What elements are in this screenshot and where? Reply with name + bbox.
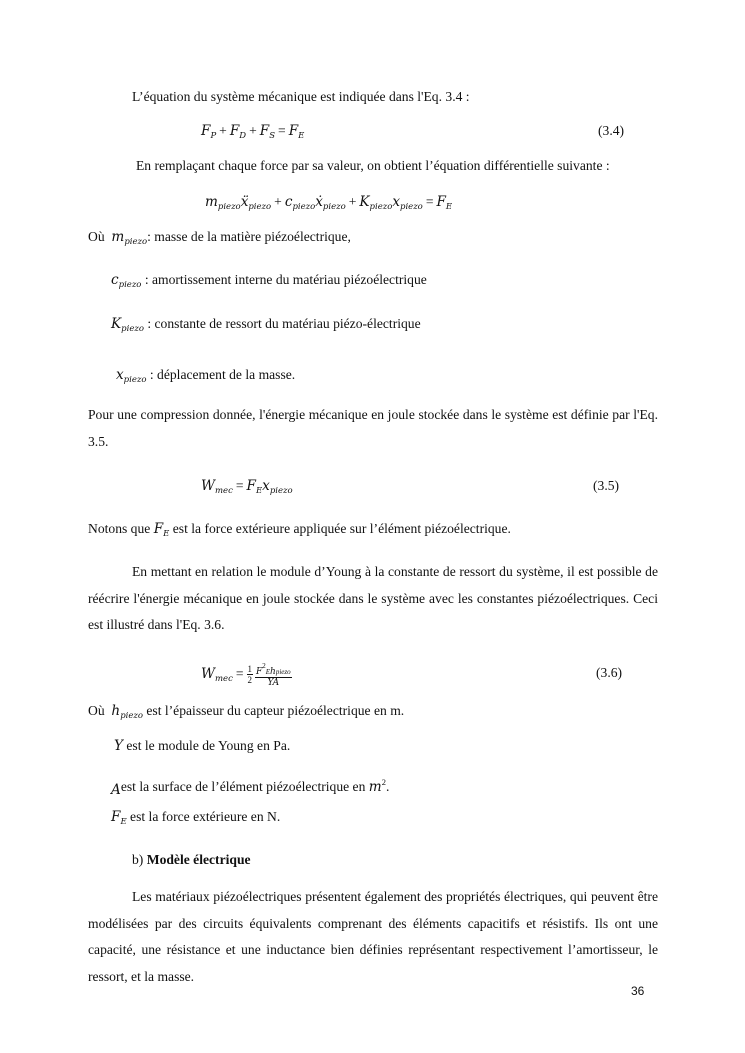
- definition-c-piezo: $c_{piezo}$ : amortissement interne du matériau piézoélectrique: [111, 272, 427, 290]
- equation-3-4: $F_P + F_D + F_S = F_E$: [201, 123, 305, 141]
- notons-line: Notons que $F_E$ est la force extérieure appliquée sur l’élément piézoélectrique.: [88, 521, 511, 539]
- equation-3-4-number: (3.4): [598, 123, 625, 138]
- definition-x-piezo: $x_{piezo}$ : déplacement de la masse.: [116, 367, 296, 385]
- fraction-energy: $\frac{F^2Ehpiezo}{YA}$: [256, 661, 291, 688]
- definition-m-piezo: Où $m_{piezo}$: masse de la matière piézoélectrique,: [88, 229, 351, 247]
- paragraph-young: En mettant en relation le module d’Young à la constante de ressort du système, il est possible de réécrire l'énergie mécanique en joule stockée dans le système avec les constantes piézoélectriques. Ceci est illustré dans l'Eq. 3.6.: [88, 564, 658, 632]
- paragraph-compression: Pour une compression donnée, l'énergie mécanique en joule stockée dans le système est définie par l'Eq. 3.5.: [88, 407, 658, 449]
- differential-equation: $m_{piezo}ẍ_{piezo}$ + $c_{piezo}ẋ_{piezo} + K_{piezo}x_{piezo} = F_E$: [205, 194, 453, 212]
- equation-3-6: $W_{mec}$ = $\frac{1}{2}$ $\frac{F^2Ehpiezo}{YA}$: [201, 661, 291, 688]
- equation-3-6-number: (3.6): [596, 665, 623, 680]
- intro-line: L’équation du système mécanique est indiquée dans l'Eq. 3.4 :: [132, 89, 470, 104]
- definition-k-piezo: $K_{piezo}$ : constante de ressort du matériau piézo-électrique: [111, 316, 421, 334]
- section-heading-electrical-model: b) Modèle électrique: [132, 852, 251, 867]
- definition-external-force: $F_E$ est la force extérieure en N.: [111, 809, 281, 827]
- fraction-one-half: $\frac{1}{2}$: [247, 663, 253, 685]
- page-number: 36: [631, 984, 645, 998]
- replace-line: En remplaçant chaque force par sa valeur, on obtient l’équation différentielle suivante :: [136, 158, 610, 173]
- definition-area: Aest la surface de l’élément piézoélectrique en $m^2$.: [111, 777, 390, 798]
- equation-3-5: $W_{mec} = F_Ex_{piezo}$: [201, 478, 293, 496]
- paragraph-electrical: Les matériaux piézoélectriques présentent également des propriétés électriques, qui peuvent être modélisées par des circuits équivalents comprenant des éléments capacitifs et résistifs. Ils ont une capacité, une résistance et une inductance bien définies représentant respectivement l’amortisseur, le ressort, et la masse.: [88, 889, 658, 984]
- definition-h-piezo: Où $h_{piezo}$ est l’épaisseur du capteur piézoélectrique en m.: [88, 703, 405, 721]
- definition-young-modulus: Y est le module de Young en Pa.: [114, 738, 291, 754]
- equation-3-5-number: (3.5): [593, 478, 620, 493]
